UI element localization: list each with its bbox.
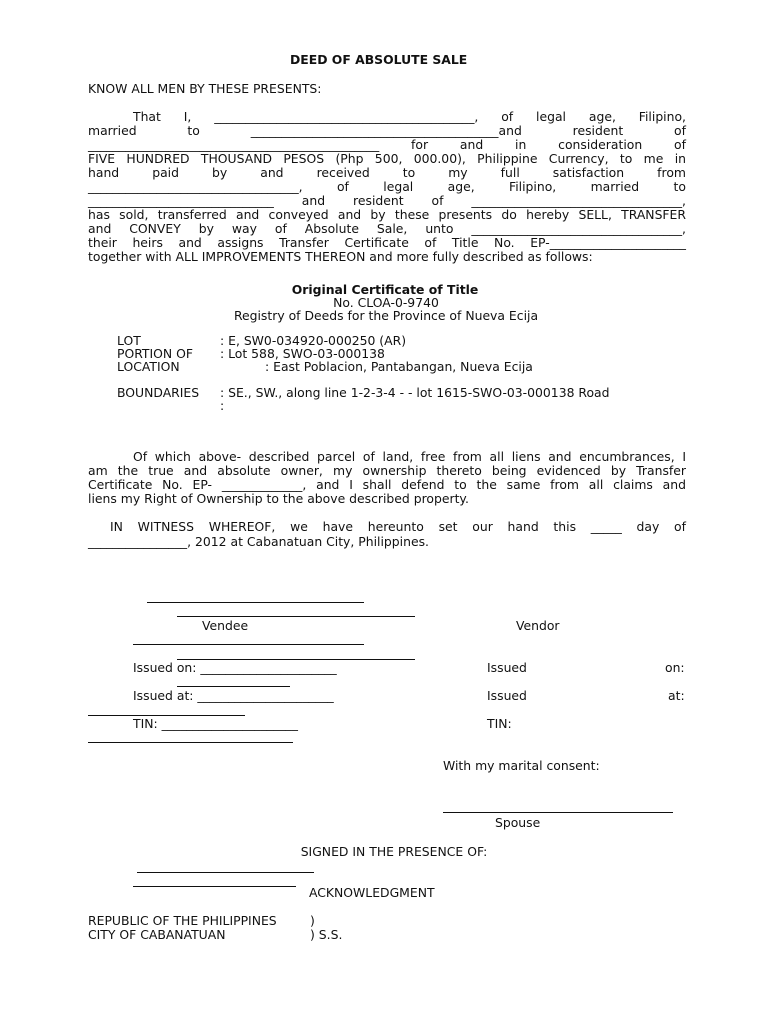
vendee-label: Vendee [202,618,249,633]
witness-line-1: IN WITNESS WHEREOF, we have hereunto set our hand this _____ day of [110,519,686,534]
issued-at-right-label: Issued [487,688,527,703]
boundaries-label: BOUNDARIES [117,385,200,400]
venue-city-ss: ) S.S. [310,927,343,942]
body-line-8: has sold, transferred and conveyed and by these presents do hereby SELL, TRANSFER [88,207,686,222]
tin-right: TIN: [487,716,512,731]
tin-left: TIN: ______________________ [133,716,298,731]
lot-value: : E, SW0-034920-000250 (AR) [220,333,407,348]
body-line-9: and CONVEY by way of Absolute Sale, unto __________________________________, [88,221,686,236]
issued-on-left: Issued on: ______________________ [133,660,337,675]
location-label: LOCATION [117,359,180,374]
vendee-signature-line [147,602,364,603]
vendor-signature-line [133,644,364,645]
vendor-label: Vendor [516,618,560,633]
body-line-6: __________________________________, of legal age, Filipino, married to [88,179,686,194]
body-line-5: hand paid by and received to my full satisfaction from [88,165,686,180]
certificate-registry: Registry of Deeds for the Province of Nueva Ecija [233,308,539,323]
venue-republic: REPUBLIC OF THE PHILIPPINES [88,913,277,928]
marital-consent-label: With my marital consent: [443,758,600,773]
certificate-heading: Original Certificate of Title [291,282,479,297]
body-line-10: their heirs and assigns Transfer Certificate of Title No. EP-______________________ [88,235,686,250]
issued-at-right-suffix: at: [668,688,685,703]
certificate-number: No. CLOA-0-9740 [333,295,439,310]
issued-on-right-label: Issued [487,660,527,675]
document-title: DEED OF ABSOLUTE SALE [290,52,468,67]
ownership-line-3: Certificate No. EP- _____________, and I shall defend to the same from all claims and [88,477,686,492]
boundaries-extra: : [220,398,225,413]
ownership-line-2: am the true and absolute owner, my ownership thereto being evidenced by Transfer [88,463,686,478]
body-line-4: FIVE HUNDRED THOUSAND PESOS (Php 500, 000.00), Philippine Currency, to me in [88,151,686,166]
portion-label: PORTION OF [117,346,193,361]
body-line-1: That I, __________________________________________, of legal age, Filipino, [133,109,686,124]
witness-signature-line-1 [137,872,314,873]
body-line-3: _______________________________________________ for and in consideration of [88,137,686,152]
issued-on-right-suffix: on: [665,660,685,675]
location-value: : East Poblacion, Pantabangan, Nueva Ecija [265,359,533,374]
body-line-2: married to ________________________________________and resident of [88,123,686,138]
presence-heading: SIGNED IN THE PRESENCE OF: [300,844,488,859]
spouse-signature-line [443,812,673,813]
portion-value: : Lot 588, SWO-03-000138 [220,346,385,361]
opening-line: KNOW ALL MEN BY THESE PRESENTS: [88,81,322,96]
issued-at-left: Issued at: ______________________ [133,688,334,703]
venue-city: CITY OF CABANATUAN [88,927,226,942]
venue-republic-paren: ) [310,913,315,928]
body-line-11: together with ALL IMPROVEMENTS THEREON and more fully described as follows: [88,249,593,264]
lot-label: LOT [117,333,141,348]
issued-on-right-line [177,686,290,687]
boundaries-value: : SE., SW., along line 1-2-3-4 - - lot 1615-SWO-03-000138 Road [220,385,610,400]
ownership-line-4: liens my Right of Ownership to the above described property. [88,491,469,506]
body-line-7: ______________________________ and resident of __________________________________, [88,193,686,208]
vendee-name-line [177,616,415,617]
acknowledgment-heading: ACKNOWLEDGMENT [309,885,435,900]
witness-signature-line-2 [133,886,296,887]
spouse-label: Spouse [495,815,541,830]
witness-line-2: ________________, 2012 at Cabanatuan City, Philippines. [88,534,429,549]
tin-right-line [88,742,293,743]
ownership-line-1: Of which above- described parcel of land, free from all liens and encumbrances, I [133,449,686,464]
